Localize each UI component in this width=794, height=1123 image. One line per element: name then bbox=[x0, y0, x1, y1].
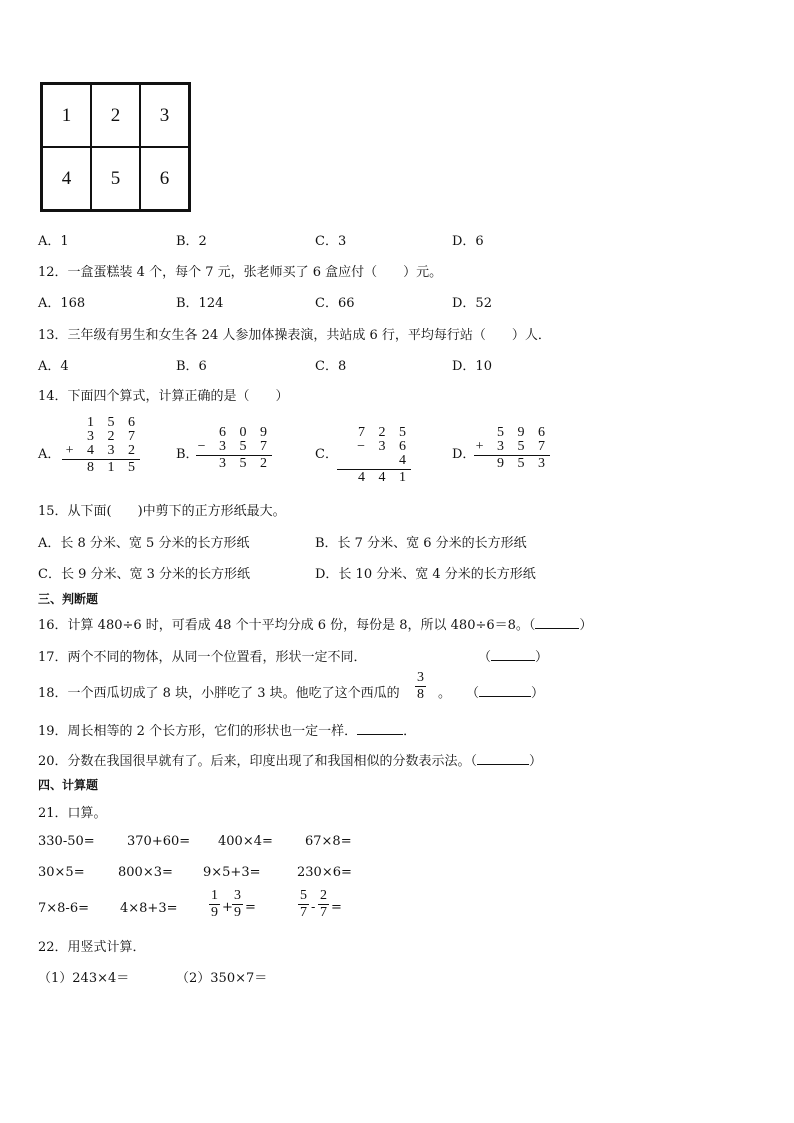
q16-answer-blank[interactable] bbox=[535, 628, 579, 629]
q13-option-a[interactable]: A．4 bbox=[38, 359, 69, 374]
fraction bbox=[298, 888, 309, 921]
fraction bbox=[209, 888, 220, 921]
q18-open-paren: （ bbox=[466, 686, 480, 701]
calc-result: 3 5 2 bbox=[219, 456, 272, 471]
q19-end: ． bbox=[403, 724, 417, 739]
q15-option-b[interactable]: B．长 7 分米、宽 6 分米的长方形纸 bbox=[315, 536, 527, 551]
q15-option-a[interactable]: A．长 8 分米、宽 5 分米的长方形纸 bbox=[38, 536, 250, 551]
q15-option-d[interactable]: D．长 10 分米、宽 4 分米的长方形纸 bbox=[315, 567, 536, 582]
q14-option-a-label[interactable]: A． bbox=[38, 447, 61, 462]
fraction-denominator: 7 bbox=[320, 905, 327, 920]
q16-stem: 16．计算 480÷6 时，可看成 48 个十平均分成 6 份，每份是 8，所以 480÷6＝8。（ bbox=[38, 618, 536, 633]
q20-stem: 20．分数在我国很早就有了。后来，印度出现了和我国相似的分数表示法。（ bbox=[38, 754, 478, 769]
q14-option-c-calc[interactable] bbox=[337, 426, 411, 485]
calc-item[interactable]: 400×4= bbox=[218, 834, 273, 849]
q21-text: 21．口算。 bbox=[38, 806, 107, 821]
q11-option-c[interactable]: C．3 bbox=[315, 234, 347, 249]
q18-text: 18．一个西瓜切成了 8 块，小胖吃了 3 块。他吃了这个西瓜的 bbox=[38, 686, 400, 701]
calc-row: 5 9 6 bbox=[497, 425, 550, 440]
q14-option-c-label[interactable]: C． bbox=[315, 447, 338, 462]
number-grid bbox=[40, 82, 191, 212]
fraction-numerator: 3 bbox=[234, 888, 241, 903]
calc-item[interactable]: 370+60= bbox=[127, 834, 191, 849]
q20-answer-blank[interactable] bbox=[477, 764, 529, 765]
calc-item[interactable]: 9×5+3= bbox=[203, 865, 261, 880]
calc-item[interactable]: 4×8+3= bbox=[120, 901, 178, 916]
q11-option-b[interactable]: B．2 bbox=[176, 234, 207, 249]
q12-option-d[interactable]: D．52 bbox=[452, 296, 492, 311]
calc-row: + 3 5 7 bbox=[475, 439, 550, 454]
calc-row: + 4 3 2 bbox=[65, 443, 140, 458]
section-heading-calculation: 四、计算题 bbox=[38, 778, 99, 792]
q14-option-a-calc[interactable] bbox=[62, 416, 140, 475]
calc-row: 1 5 6 bbox=[87, 415, 140, 430]
calc-item[interactable]: 7×8-6= bbox=[38, 901, 89, 916]
q22-item-1[interactable]: （1）243×4＝ bbox=[38, 971, 130, 986]
calc-row: − 3 5 7 bbox=[197, 439, 272, 454]
grid-cell: 3 bbox=[140, 84, 189, 147]
q13-option-c[interactable]: C．8 bbox=[315, 359, 347, 374]
calc-result: 9 5 3 bbox=[497, 456, 550, 471]
section-heading-judgement: 三、判断题 bbox=[38, 592, 99, 606]
q13-option-d[interactable]: D．10 bbox=[452, 359, 492, 374]
grid-cell: 4 bbox=[42, 147, 91, 210]
calc-result: 8 1 5 bbox=[87, 460, 140, 475]
q15-text: 15．从下面( )中剪下的正方形纸最大。 bbox=[38, 504, 286, 519]
q17-open-paren: （ bbox=[478, 650, 492, 665]
q13-text: 13．三年级有男生和女生各 24 人参加体操表演，共站成 6 行，平均每行站（ ）人． bbox=[38, 328, 551, 343]
q12-option-a[interactable]: A．168 bbox=[38, 296, 86, 311]
calc-item[interactable]: 30×5= bbox=[38, 865, 85, 880]
q20-paren: ） bbox=[529, 754, 543, 769]
q14-option-b-label[interactable]: B． bbox=[176, 447, 199, 462]
q14-option-d-label[interactable]: D． bbox=[452, 447, 476, 462]
q19-answer-blank[interactable] bbox=[357, 734, 403, 735]
q22-text: 22．用竖式计算． bbox=[38, 940, 146, 955]
grid-cell: 6 bbox=[140, 147, 189, 210]
grid-cell: 5 bbox=[91, 147, 140, 210]
fraction bbox=[232, 888, 243, 921]
fraction-numerator: 3 bbox=[417, 670, 424, 685]
fraction-numerator: 5 bbox=[300, 888, 307, 903]
calc-item[interactable]: 67×8= bbox=[305, 834, 352, 849]
fraction-denominator: 9 bbox=[234, 905, 241, 920]
q18-period: 。 bbox=[438, 686, 452, 701]
q12-option-c[interactable]: C．66 bbox=[315, 296, 355, 311]
calc-row: 7 2 5 bbox=[358, 425, 411, 440]
fraction-denominator: 7 bbox=[300, 905, 307, 920]
calc-row: − 3 6 4 bbox=[357, 439, 411, 468]
fraction-denominator: 8 bbox=[417, 687, 424, 702]
q13-option-b[interactable]: B．6 bbox=[176, 359, 207, 374]
q15-option-c[interactable]: C．长 9 分米、宽 3 分米的长方形纸 bbox=[38, 567, 251, 582]
q11-option-d[interactable]: D．6 bbox=[452, 234, 484, 249]
equals-sign[interactable]: = bbox=[245, 900, 256, 915]
q20-text bbox=[38, 750, 542, 769]
calc-item[interactable]: 230×6= bbox=[297, 865, 352, 880]
q14-option-b-calc[interactable] bbox=[196, 426, 272, 471]
q14-option-d-calc[interactable] bbox=[474, 426, 550, 471]
q17-answer[interactable] bbox=[478, 646, 548, 665]
q17-close-paren: ） bbox=[535, 650, 549, 665]
q18-fraction bbox=[415, 670, 426, 703]
q16-paren: ） bbox=[579, 618, 593, 633]
q19-stem: 19．周长相等的 2 个长方形，它们的形状也一定一样． bbox=[38, 724, 358, 739]
operator: - bbox=[311, 900, 316, 915]
q12-option-b[interactable]: B．124 bbox=[176, 296, 224, 311]
calc-row: 6 0 9 bbox=[219, 425, 272, 440]
q16-text bbox=[38, 614, 592, 633]
q19-text bbox=[38, 720, 416, 739]
equals-sign[interactable]: = bbox=[331, 900, 342, 915]
grid-cell: 1 bbox=[42, 84, 91, 147]
fraction-numerator: 1 bbox=[211, 888, 218, 903]
operator: + bbox=[222, 900, 233, 915]
fraction bbox=[318, 888, 329, 921]
q18-answer[interactable] bbox=[466, 682, 544, 701]
q18-close-paren: ） bbox=[531, 686, 545, 701]
q11-option-a[interactable]: A．1 bbox=[38, 234, 69, 249]
calc-row: 3 2 7 bbox=[87, 429, 140, 444]
fraction-numerator: 2 bbox=[320, 888, 327, 903]
q18-answer-blank[interactable] bbox=[479, 696, 531, 697]
q12-text: 12．一盒蛋糕装 4 个，每个 7 元，张老师买了 6 盒应付（ ）元。 bbox=[38, 265, 443, 280]
fraction-denominator: 9 bbox=[211, 905, 218, 920]
calc-item[interactable]: 330-50= bbox=[38, 834, 95, 849]
q22-item-2[interactable]: （2）350×7＝ bbox=[176, 971, 268, 986]
q17-text: 17．两个不同的物体，从同一个位置看，形状一定不同． bbox=[38, 650, 367, 665]
calc-result: 4 4 1 bbox=[358, 470, 411, 485]
q17-answer-blank[interactable] bbox=[491, 660, 535, 661]
calc-item[interactable]: 800×3= bbox=[118, 865, 173, 880]
grid-cell: 2 bbox=[91, 84, 140, 147]
q14-text: 14．下面四个算式，计算正确的是（ ） bbox=[38, 389, 289, 404]
